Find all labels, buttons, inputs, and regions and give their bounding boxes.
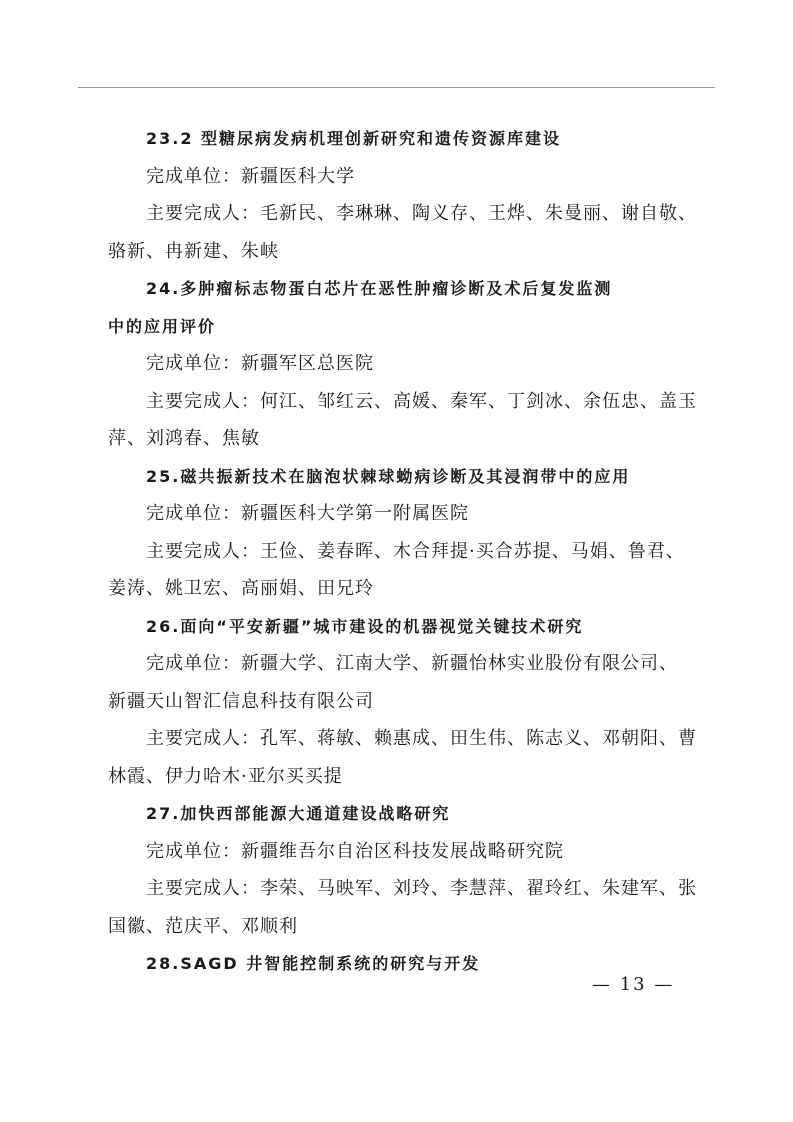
entry-unit: 完成单位：新疆维吾尔自治区科技发展战略研究院 [146,840,564,862]
entry-unit: 完成单位：新疆医科大学 [146,165,355,187]
entry-title: 28.SAGD 井智能控制系统的研究与开发 [146,954,481,973]
entry-title: 27.加快西部能源大通道建设战略研究 [146,804,451,823]
entry-title: 24.多肿瘤标志物蛋白芯片在恶性肿瘤诊断及术后复发监测 [146,279,613,298]
entry-title: 25.磁共振新技术在脑泡状棘球蚴病诊断及其浸润带中的应用 [146,466,631,486]
entry-title: 23.2 型糖尿病发病机理创新研究和遗传资源库建设 [146,129,562,148]
header-rule [78,87,715,88]
entry-unit-continued: 新疆天山智汇信息科技有限公司 [108,690,374,712]
entry-title-continued: 中的应用评价 [108,316,217,336]
document-body [108,120,697,983]
entry-people: 主要完成人：何江、邹红云、高媛、秦军、丁剑冰、余伍忠、盖玉 [146,390,697,412]
entry-title: 26.面向“平安新疆”城市建设的机器视觉关键技术研究 [146,616,584,636]
entry-unit: 完成单位：新疆军区总医院 [146,353,374,374]
entry-unit: 完成单位：新疆医科大学第一附属医院 [146,503,469,524]
page-number: — 13 — [592,974,675,995]
entry-people: 主要完成人：孔军、蒋敏、赖惠成、田生伟、陈志义、邓朝阳、曹 [146,728,697,749]
entry-unit: 完成单位：新疆大学、江南大学、新疆怡林实业股份有限公司、 [146,653,678,674]
entry-people-continued: 姜涛、姚卫宏、高丽娟、田兄玲 [108,578,374,599]
entry-people: 主要完成人：李荣、马映军、刘玲、李慧萍、翟玲红、朱建军、张 [146,878,697,899]
entry-people-continued: 萍、刘鸿春、焦敏 [108,428,260,449]
entry-people: 主要完成人：毛新民、李琳琳、陶义存、王烨、朱曼丽、谢自敬、 [146,203,697,224]
entry-people-continued: 骆新、冉新建、朱峡 [108,240,279,262]
entry-people-continued: 国徽、范庆平、邓顺利 [108,915,298,937]
entry-people-continued: 林霞、伊力哈木·亚尔买买提 [108,765,343,787]
entry-people: 主要完成人：王俭、姜春晖、木合拜提·买合苏提、马娟、鲁君、 [146,540,685,562]
